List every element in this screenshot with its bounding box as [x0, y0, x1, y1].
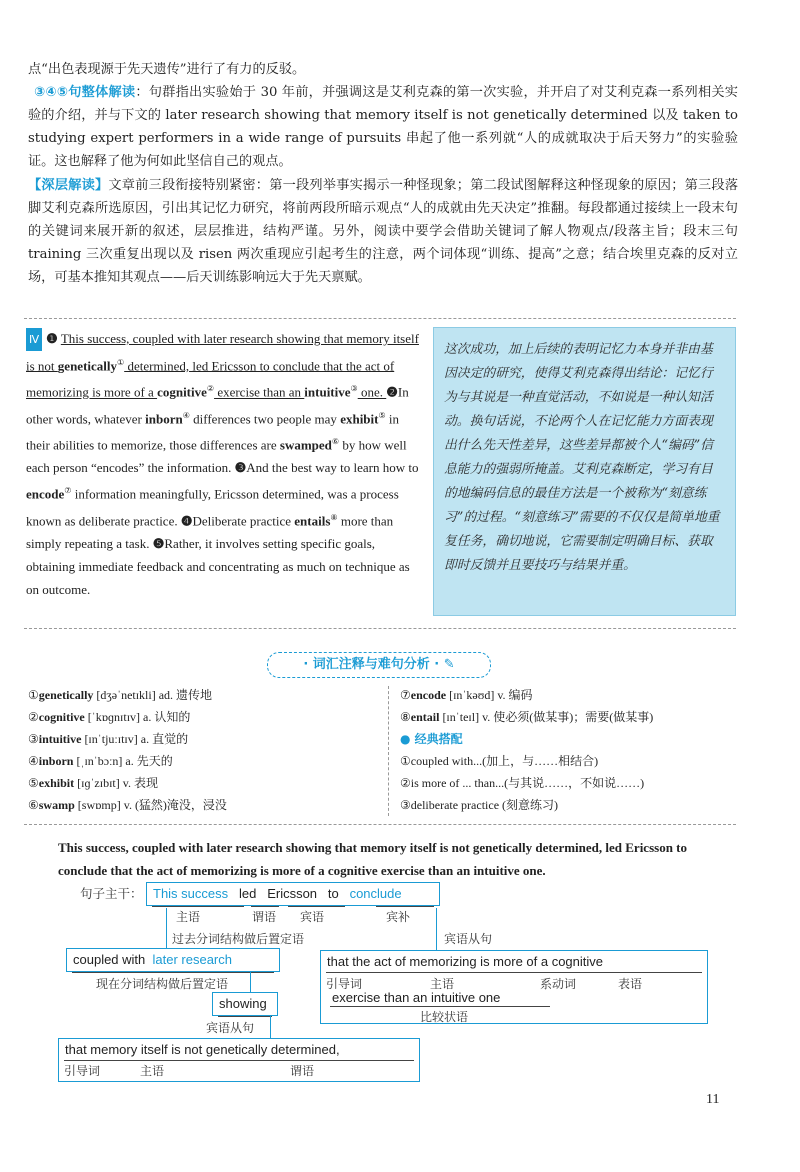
present-participle-label: 现在分词结构做后置定语 — [96, 977, 229, 991]
memory-label-introducer: 引导词 — [64, 1064, 101, 1078]
connector-line — [436, 908, 437, 950]
sentence-2-part-b: differences two people may — [189, 410, 341, 426]
vocab-cognitive: cognitive — [157, 384, 207, 400]
divider-top — [24, 318, 736, 319]
passage-paragraph: Ⅳ ❶ This success, coupled with later research showing that memory itself is not genetically① determined, led Ericsson to conclude that the act of memorizing is more of a cognitive② exercise than an intuitive③ one. ❷In other words, whatever inborn④ differences two people may exhibit⑤ in their abilities to memorize, those differences are swamped⑥ by how well each person “encodes” the information. ❸And the best way to learn how to encode⑦ information meaningfully, Ericsson determined, was a process known as deliberate practice. ❹Deliberate practice entails⑧ more than simply repeating a task. ❺Rather, it involves setting specific goals, obtaining immediate feedback and concentrating as much on technique as on outcome. — [26, 327, 424, 601]
connector-line — [166, 908, 167, 948]
pen-icon: ✎ — [443, 657, 455, 672]
sentence-1-part-b: determined, led Ericsson to conclude that the act of memorizing is more of a — [26, 358, 395, 400]
divider-bottom — [24, 824, 736, 825]
coupled-with-box — [66, 948, 280, 972]
underline — [251, 906, 279, 907]
later-research-text: later research — [152, 952, 232, 967]
object-clause-label-2: 宾语从句 — [206, 1021, 255, 1035]
sentence-3-part-b: information meaningfully, Ericsson determined, was a process known as deliberate practice. — [26, 486, 399, 528]
sentence-2-number: ❷ — [386, 384, 398, 400]
object-clause-label: 宾语从句 — [444, 932, 493, 946]
vocab-swamped: swamped — [279, 437, 332, 453]
vocab-intuitive: intuitive — [304, 384, 351, 400]
memory-label-predicate: 谓语 — [290, 1064, 315, 1078]
main-clause-box — [146, 882, 440, 906]
that-clause-box — [320, 950, 708, 1024]
deep-reading-tag: 【深层解读】 — [28, 178, 109, 193]
label-complement: 宾补 — [386, 910, 411, 924]
underline — [218, 1016, 272, 1017]
that-label-linking-verb: 系动词 — [540, 977, 577, 991]
sentence-1-part-c: exercise than an — [214, 384, 305, 400]
main-verb: led — [238, 886, 257, 901]
underline — [72, 972, 274, 973]
underline — [152, 906, 244, 907]
section-badge: Ⅳ — [26, 328, 42, 351]
collocation-heading: ● 经典搭配 — [400, 732, 463, 746]
overall-reading-paragraph — [28, 81, 738, 173]
banner-text: · 词汇注释与难句分析 · — [303, 657, 440, 672]
vocab-item: ③intuitive [ɪnˈtjuːɪtɪv] a. 直觉的 — [28, 732, 189, 746]
underline — [288, 906, 345, 907]
that-clause-line-2: exercise than an intuitive one — [332, 990, 501, 1005]
showing-text: showing — [219, 996, 267, 1011]
page-number: 11 — [706, 1092, 720, 1107]
showing-box — [212, 992, 278, 1016]
vocab-list-right — [400, 684, 740, 816]
translation-box: 这次成功，加上后续的表明记忆力本身并非由基因决定的研究，使得艾利克森得出结论：记忆行为与其说是一种直觉活动，不如说是一种认知活动。换句话说，不论两个人在记忆能力方面表现出什么先天性差异，这些差异都被个人“编码”信息能力的强弱所掩盖。艾利克森断定，学习有目的地编码信息的最佳方法是一个被称为“刻意练习”的过程。“刻意练习”需要的不仅仅是简单地重复任务，确切地说，它需要制定明确目标、获取即时反馈并且要技巧与结果并重。 — [433, 327, 736, 616]
underline — [376, 906, 434, 907]
vocab-encode: encode — [26, 486, 65, 502]
vocab-column-divider — [388, 686, 389, 816]
underline — [64, 1060, 414, 1061]
vocab-entails: entails — [294, 512, 331, 528]
sentence-1-number: ❶ — [46, 331, 58, 346]
trunk-label: 句子主干： — [80, 886, 143, 901]
overall-reading-tag: ③④⑤句整体解读 — [34, 85, 136, 100]
vocab-item: ⑤exhibit [ɪɡˈzɪbɪt] v. 表现 — [28, 776, 158, 790]
overall-reading-text: ：句群指出实验始于 30 年前，并强调这是艾利克森的第一次实验，并开启了对艾利克森一系列相关实验的介绍，并与下文的 later research showing that memory itself is not genetically determined 以及 taken to studying expert performers in a wide range of pursuits 串起了他一系列就“人的成就取决于后天努力”的实验验证。这也解释了他为何如此坚信自己的观点。 — [28, 85, 738, 169]
vocab-item: ⑧entail [ɪnˈteɪl] v. 使必须(做某事)；需要(做某事) — [400, 710, 654, 724]
sentence-4-part-b: more than simply repeating a task. — [26, 512, 394, 551]
pp-label: 过去分词结构做后置定语 — [172, 932, 305, 946]
label-object: 宾语 — [300, 910, 325, 924]
vocab-genetically: genetically — [57, 358, 118, 374]
sentence-2-part-a: In other words, whatever — [26, 384, 409, 426]
vocab-analysis-banner — [267, 652, 491, 678]
connector-line — [270, 1016, 271, 1040]
memory-clause-text: that memory itself is not genetically determined, — [65, 1042, 340, 1057]
that-clause-line-1: that the act of memorizing is more of a cognitive — [327, 954, 604, 969]
main-complement: conclude — [349, 886, 402, 901]
deep-reading-text: 文章前三段衔接特别紧密：第一段列举事实揭示一种怪现象；第二段试图解释这种怪现象的原因；第三段落脚艾利克森所选原因，引出其记忆力研究，将前两段所暗示观点“人的成就由先天决定”推翻。每段都通过接续上一段末句的关键词来展开新的叙述，层层推进，结构严谨。另外，阅读中要学会借助关键词了解人物观点/段落主旨；段末三句 training 三次重复出现以及 risen 两次重现应引起考生的注意，两个词体现“训练、提高”之意；结合埃里克森的反对立场，可基本推知其观点——后天训练影响远大于先天禀赋。 — [28, 178, 739, 285]
sentence-4-number: ❹ — [180, 512, 193, 528]
label-predicate: 谓语 — [252, 910, 277, 924]
sentence-5-text: Rather, it involves setting specific goals, obtaining immediate feedback and concentrating as much on technique as on outcome. — [26, 535, 410, 597]
comparative-label: 比较状语 — [420, 1010, 469, 1024]
sentence-4-part-a: Deliberate practice — [192, 512, 295, 528]
main-object: Ericsson — [267, 886, 318, 901]
vocab-item: ⑦encode [ɪnˈkəʊd] v. 编码 — [400, 688, 533, 702]
vocab-exhibit: exhibit — [340, 410, 379, 426]
collocation-item: ③deliberate practice (刻意练习) — [400, 798, 559, 812]
underline — [326, 972, 702, 973]
sentence-1-part-d: one. — [357, 384, 387, 400]
intro-line: 点“出色表现源于先天遗传”进行了有力的反驳。 — [28, 62, 306, 77]
sentence-2-part-c: in their abilities to memorize, those differences are — [26, 410, 400, 453]
coupled-with-text: coupled with — [73, 952, 146, 967]
vocab-item: ②cognitive [ˈkɒɡnɪtɪv] a. 认知的 — [28, 710, 191, 724]
underline — [330, 1006, 550, 1007]
sentence-2-part-d: by how well each person “encodes” the information. — [26, 437, 407, 476]
analysis-sentence: This success, coupled with later research showing that memory itself is not genetically determined, led Ericsson to conclude that the act of memorizing is more of a cognitive exercise than an intuitive one. — [58, 840, 688, 878]
bullet-icon: ● — [400, 732, 411, 746]
main-subject: This success — [153, 886, 229, 901]
sentence-5-number: ❺ — [152, 535, 165, 551]
vocab-item: ①genetically [dʒəˈnetɪkli] ad. 遗传地 — [28, 688, 213, 702]
sentence-1-part-a: This success, coupled with later research showing that memory itself is not — [26, 331, 419, 374]
that-label-predicative: 表语 — [618, 977, 643, 991]
vocab-inborn: inborn — [145, 410, 183, 426]
collocation-item: ②is more of ... than...(与其说……，不如说……) — [400, 776, 645, 790]
sentence-3-number: ❸ — [234, 460, 247, 476]
connector-line — [250, 972, 251, 992]
that-label-subject: 主语 — [430, 977, 455, 991]
label-subject: 主语 — [176, 910, 201, 924]
main-to: to — [327, 886, 339, 901]
memory-label-subject: 主语 — [140, 1064, 165, 1078]
that-label-introducer: 引导词 — [326, 977, 363, 991]
sentence-3-part-a: And the best way to learn how to — [246, 460, 419, 476]
vocab-item: ④inborn [ˌɪnˈbɔːn] a. 先天的 — [28, 754, 173, 768]
collocation-item: ①coupled with...(加上，与……相结合) — [400, 754, 599, 768]
vocab-list-left — [28, 684, 388, 816]
divider-middle — [24, 628, 736, 629]
vocab-item: ⑥swamp [swɒmp] v. (猛然)淹没，浸没 — [28, 798, 227, 812]
deep-reading-paragraph — [28, 174, 738, 289]
